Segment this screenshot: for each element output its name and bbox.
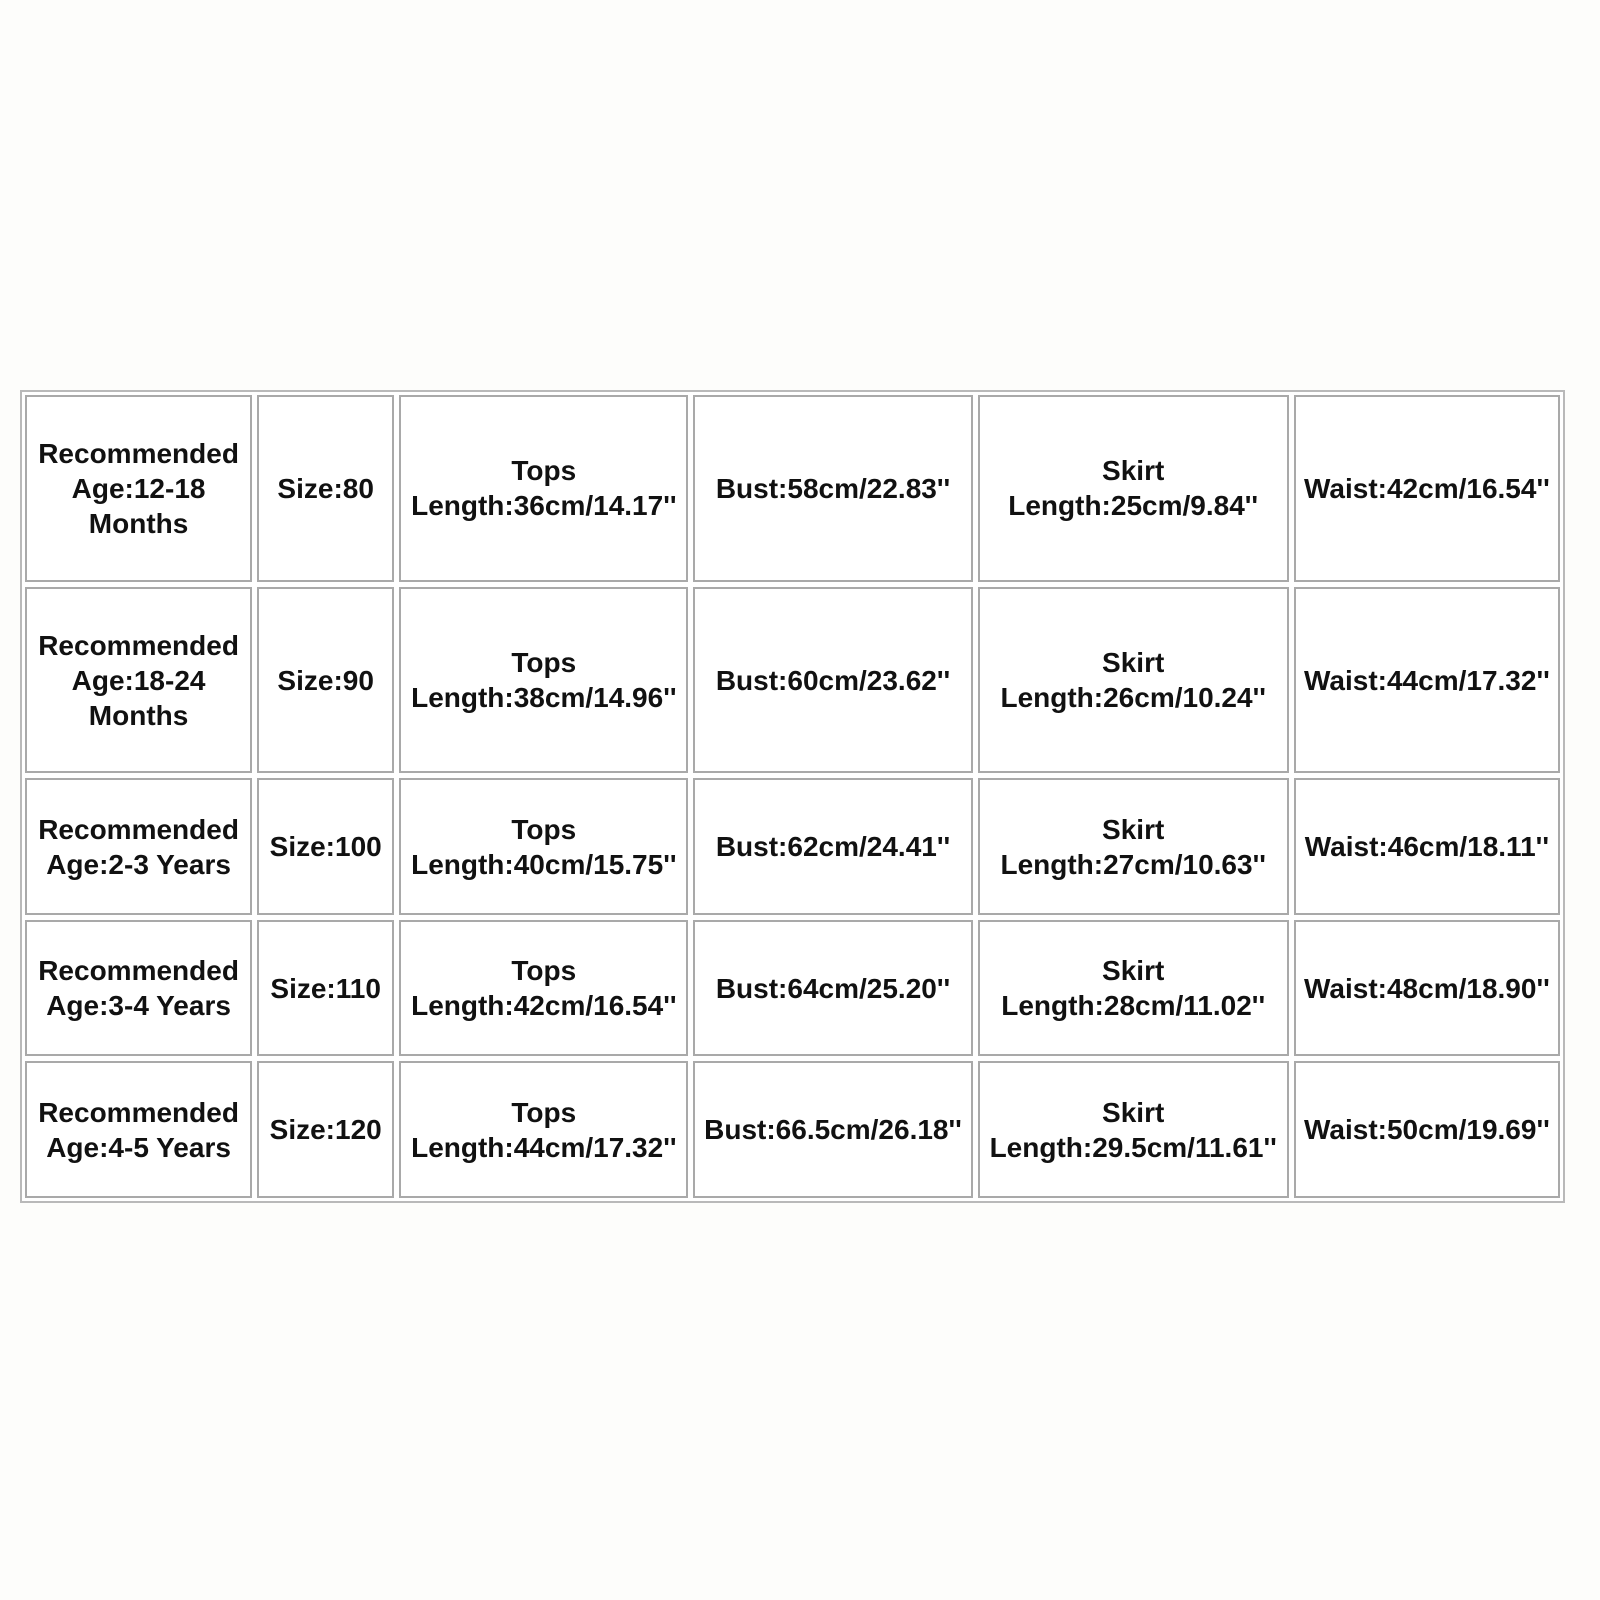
age-cell: Recommended Age:12-18 Months [25, 395, 252, 582]
skirt-length-cell: Skirt Length:25cm/9.84'' [978, 395, 1289, 582]
skirt-length-cell: Skirt Length:28cm/11.02'' [978, 920, 1289, 1057]
waist-cell: Waist:42cm/16.54'' [1294, 395, 1560, 582]
bust-cell: Bust:60cm/23.62'' [693, 587, 972, 774]
skirt-length-cell: Skirt Length:29.5cm/11.61'' [978, 1061, 1289, 1198]
waist-cell: Waist:48cm/18.90'' [1294, 920, 1560, 1057]
table-row [25, 920, 1560, 1057]
size-chart-table [20, 390, 1565, 1203]
age-cell: Recommended Age:18-24 Months [25, 587, 252, 774]
bust-cell: Bust:58cm/22.83'' [693, 395, 972, 582]
size-cell: Size:80 [257, 395, 394, 582]
tops-length-cell: Tops Length:44cm/17.32'' [399, 1061, 688, 1198]
age-cell: Recommended Age:3-4 Years [25, 920, 252, 1057]
table-row [25, 778, 1560, 915]
tops-length-cell: Tops Length:36cm/14.17'' [399, 395, 688, 582]
waist-cell: Waist:44cm/17.32'' [1294, 587, 1560, 774]
table-row [25, 395, 1560, 582]
skirt-length-cell: Skirt Length:27cm/10.63'' [978, 778, 1289, 915]
table-row [25, 1061, 1560, 1198]
size-cell: Size:100 [257, 778, 394, 915]
size-cell: Size:110 [257, 920, 394, 1057]
tops-length-cell: Tops Length:42cm/16.54'' [399, 920, 688, 1057]
tops-length-cell: Tops Length:40cm/15.75'' [399, 778, 688, 915]
bust-cell: Bust:64cm/25.20'' [693, 920, 972, 1057]
bust-cell: Bust:66.5cm/26.18'' [693, 1061, 972, 1198]
table-row [25, 587, 1560, 774]
age-cell: Recommended Age:4-5 Years [25, 1061, 252, 1198]
size-cell: Size:90 [257, 587, 394, 774]
size-chart-frame [20, 390, 1565, 1203]
size-cell: Size:120 [257, 1061, 394, 1198]
skirt-length-cell: Skirt Length:26cm/10.24'' [978, 587, 1289, 774]
tops-length-cell: Tops Length:38cm/14.96'' [399, 587, 688, 774]
waist-cell: Waist:50cm/19.69'' [1294, 1061, 1560, 1198]
age-cell: Recommended Age:2-3 Years [25, 778, 252, 915]
bust-cell: Bust:62cm/24.41'' [693, 778, 972, 915]
waist-cell: Waist:46cm/18.11'' [1294, 778, 1560, 915]
